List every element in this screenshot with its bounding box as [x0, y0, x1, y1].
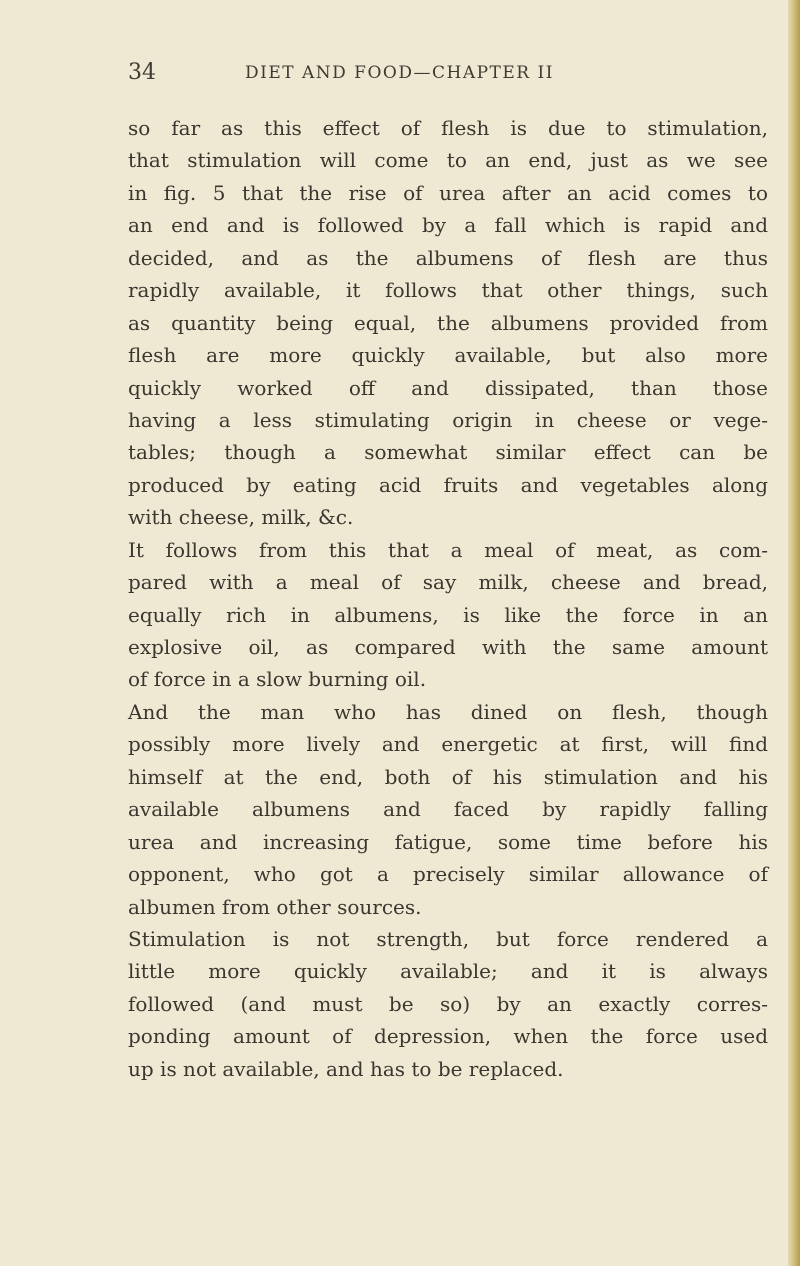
text-line: albumen from other sources.	[128, 894, 422, 919]
text-line: followed (and must be so) by an exactly corres-	[128, 991, 768, 1016]
text-line: an end and is followed by a fall which is rapid and	[128, 213, 768, 238]
text-line: of force in a slow burning oil.	[128, 667, 427, 692]
page-edge-shadow	[788, 0, 800, 1266]
text-line: It follows from this that a meal of meat, as com-	[128, 537, 768, 562]
text-line: with cheese, milk, &c.	[128, 505, 354, 530]
text-line: opponent, who got a precisely similar allowance of	[128, 862, 768, 887]
text-line: explosive oil, as compared with the same amount	[128, 635, 768, 659]
text-line: up is not available, and has to be replaced.	[128, 1056, 564, 1081]
text-line: tables; though a somewhat similar effect can be	[128, 440, 768, 465]
text-line: in fig. 5 that the rise of urea after an acid comes to	[128, 180, 768, 205]
text-line: ponding amount of depression, when the force used	[128, 1024, 768, 1049]
text-line: pared with a meal of say milk, cheese and bread,	[128, 570, 768, 595]
text-line: equally rich in albumens, is like the force in an	[128, 602, 768, 627]
body-text	[128, 112, 768, 1085]
text-line: himself at the end, both of his stimulation and his	[128, 764, 768, 789]
text-line: so far as this effect of flesh is due to stimulation,	[128, 116, 768, 140]
running-head: DIET AND FOOD—CHAPTER II	[245, 63, 554, 83]
text-line: produced by eating acid fruits and vegetables along	[128, 472, 768, 497]
text-line: available albumens and faced by rapidly falling	[128, 797, 768, 822]
text-line: that stimulation will come to an end, just as we see	[128, 148, 768, 173]
text-line: And the man who has dined on flesh, though	[128, 699, 768, 724]
text-line: as quantity being equal, the albumens provided from	[128, 310, 768, 335]
text-line: quickly worked off and dissipated, than those	[128, 375, 768, 400]
text-line: possibly more lively and energetic at first, will find	[128, 732, 768, 757]
text-line: flesh are more quickly available, but also more	[128, 343, 768, 368]
text-line: decided, and as the albumens of flesh are thus	[128, 245, 768, 270]
page-number: 34	[128, 60, 156, 85]
text-line: urea and increasing fatigue, some time before his	[128, 829, 768, 854]
text-line: little more quickly available; and it is always	[128, 959, 768, 984]
text-line: Stimulation is not strength, but force rendered a	[128, 926, 768, 951]
page-header	[0, 60, 800, 90]
text-line: rapidly available, it follows that other things, such	[128, 278, 768, 303]
text-line: having a less stimulating origin in cheese or vege-	[128, 407, 768, 432]
